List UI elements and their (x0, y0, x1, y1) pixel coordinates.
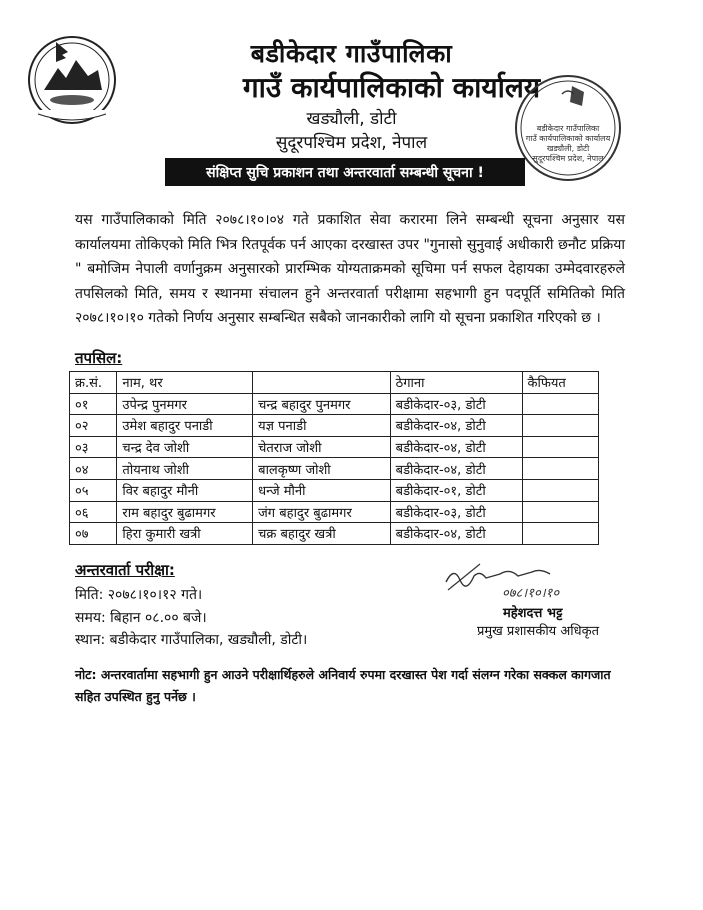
cell-address: बडीकेदार-०३, डोटी (390, 393, 522, 415)
cell-remarks (522, 501, 599, 523)
cell-parent: चक्र बहादुर खत्री (253, 523, 391, 545)
office-name: गाउँ कार्यपालिकाको कार्यालय (242, 71, 541, 104)
cell-name: चन्द्र देव जोशी (117, 436, 253, 458)
cell-address: बडीकेदार-०३, डोटी (390, 501, 522, 523)
interview-title: अन्तरवार्ता परीक्षा: (75, 561, 175, 579)
table-row (70, 458, 599, 480)
details-label: तपसिल: (75, 349, 123, 367)
col-remarks-header: कैफियत (522, 372, 599, 394)
table-row (70, 501, 599, 523)
cell-address: बडीकेदार-०१, डोटी (390, 479, 522, 501)
cell-address: बडीकेदार-०४, डोटी (390, 415, 522, 437)
signature-date: ०७८।१०।१० (502, 586, 560, 601)
cell-address: बडीकेदार-०४, डोटी (390, 523, 522, 545)
cell-remarks (522, 436, 599, 458)
cell-parent: धन्जे मौनी (253, 479, 391, 501)
candidate-table (69, 371, 599, 545)
cell-name: तोयनाथ जोशी (117, 458, 253, 480)
cell-name: राम बहादुर बुढामगर (117, 501, 253, 523)
cell-address: बडीकेदार-०४, डोटी (390, 458, 522, 480)
province-line: सुदूरपश्चिम प्रदेश, नेपाल (275, 133, 428, 153)
notice-paragraph: यस गाउँपालिकाको मिति २०७८।१०।०४ गते प्रकाशित सेवा करारमा लिने सम्बन्धी सूचना अनुसार यस कार्यालयमा तोकिएको मिति भित्र रितपूर्वक पर्न आएका दरखास्त उपर "गुनासो सुनुवाई अधीकारी छनौट प्रक्रिया " बमोजिम नेपाली वर्णानुक्रम अनुसारको प्रारम्भिक योग्यताक्रमको सूचिमा पर्न सफल देहायका उम्मेदवारहरुले तपसिलको मिति, समय र स्थानमा संचालन हुने अन्तरवार्ता परीक्षामा सहभागी हुन पदपूर्ति समितिको मिति २०७८।१०।१० गतेको निर्णय अनुसार सम्बन्धित सबैको जानकारीको लागि यो सूचना प्रकाशित गरिएको छ । (75, 212, 625, 326)
col-address-header: ठेगाना (390, 372, 522, 394)
cell-serial: ०६ (70, 501, 117, 523)
cell-serial: ०३ (70, 436, 117, 458)
cell-remarks (522, 479, 599, 501)
cell-serial: ०७ (70, 523, 117, 545)
cell-remarks (522, 458, 599, 480)
cell-remarks (522, 523, 599, 545)
municipality-name: बडीकेदार गाउँपालिका (250, 39, 453, 68)
table-header-row (70, 372, 599, 394)
table-row (70, 415, 599, 437)
note-text: नोट: अन्तरवार्तामा सहभागी हुन आउने परीक्षार्थिहरुले अनिवार्य रुपमा दरखास्त पेश गर्दा संलग्न गरेका सक्कल कागजात सहित उपस्थित हुनु पर्नेछ । (75, 667, 611, 704)
interview-date: मिति: २०७८।१०।१२ गते। (75, 587, 203, 603)
cell-name: उपेन्द्र पुनमगर (117, 393, 253, 415)
cell-remarks (522, 393, 599, 415)
col-name-header: नाम, थर (117, 372, 253, 394)
interview-place: स्थान: बडीकेदार गाउँपालिका, खड्यौली, डोटी। (75, 632, 308, 648)
table-row (70, 479, 599, 501)
cell-serial: ०२ (70, 415, 117, 437)
table-row (70, 393, 599, 415)
cell-serial: ०५ (70, 479, 117, 501)
cell-name: हिरा कुमारी खत्री (117, 523, 253, 545)
interview-time: समय: बिहान ०८.०० बजे। (75, 610, 207, 626)
cell-parent: बालकृष्ण जोशी (253, 458, 391, 480)
notice-title: संक्षिप्त सुचि प्रकाशन तथा अन्तरवार्ता सम्बन्धी सूचना ! (165, 158, 525, 186)
cell-address: बडीकेदार-०४, डोटी (390, 436, 522, 458)
cell-remarks (522, 415, 599, 437)
table-row (70, 523, 599, 545)
table-row (70, 436, 599, 458)
cell-parent: यज्ञ पनाडी (253, 415, 391, 437)
cell-name: उमेश बहादुर पनाडी (117, 415, 253, 437)
cell-parent: चन्द्र बहादुर पुनमगर (253, 393, 391, 415)
office-address: खड्यौली, डोटी (306, 109, 397, 129)
signatory-title: प्रमुख प्रशासकीय अधिकृत (477, 624, 600, 639)
cell-parent: चेतराज जोशी (253, 436, 391, 458)
cell-serial: ०४ (70, 458, 117, 480)
cell-parent: जंग बहादुर बुढामगर (253, 501, 391, 523)
cell-name: विर बहादुर मौनी (117, 479, 253, 501)
col-parent-header (253, 372, 391, 394)
col-serial-header: क्र.सं. (70, 372, 117, 394)
signatory-name: महेशदत्त भट्ट (503, 606, 563, 621)
stamp-text: बडीकेदार गाउँपालिका गाउँ कार्यपालिकाको कार्यालय खड्यौली, डोटी सुदूरपश्चिम प्रदेश, नेपाल (525, 124, 611, 163)
cell-serial: ०१ (70, 393, 117, 415)
